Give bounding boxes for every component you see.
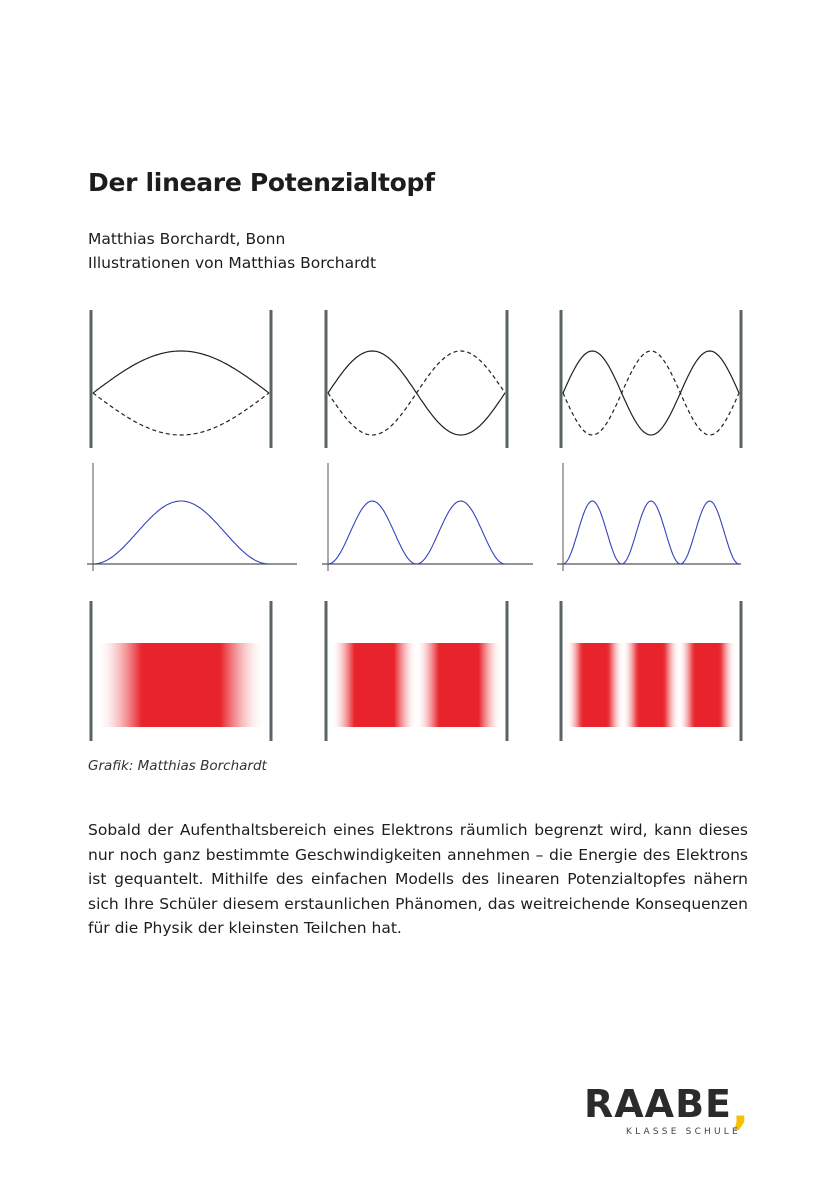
- wave-function-negative-n1: [93, 393, 269, 435]
- wave-function-n3: [563, 351, 739, 435]
- probability-curve-n1: [93, 501, 269, 564]
- probability-curve-n3: [563, 501, 739, 564]
- wave-function-negative-n3: [563, 351, 739, 435]
- wave-function-negative-n2: [328, 351, 505, 435]
- probability-density-band-n2: [332, 643, 501, 727]
- wave-function-n1: [93, 351, 269, 393]
- logo-comma: ,: [732, 1084, 749, 1135]
- intro-paragraph: Sobald der Aufenthaltsbereich eines Elektrons räumlich begrenzt wird, kann dieses nur noch ganz bestimmte Geschwindigkeiten annehmen – die Energie des Elektrons ist gequantelt. Mithilfe des einfachen Modells des linearen Potenzialtopfes nähern sich Ihre Schüler diesem erstaunlichen Phänomen, das weitreichende Konsequenzen für die Physik der kleinsten Teilchen hat.: [88, 821, 748, 937]
- author: Matthias Borchardt, Bonn: [88, 230, 286, 248]
- page-title: Der lineare Potenzialtopf: [88, 168, 435, 197]
- raabe-logo: [584, 1082, 754, 1146]
- probability-curve-n2: [328, 501, 505, 564]
- probability-density-band-n1: [97, 643, 265, 727]
- probability-density-band-n3: [567, 643, 735, 727]
- logo-tagline: KLASSE SCHULE: [626, 1127, 741, 1137]
- logo-wordmark: RAABE: [584, 1082, 733, 1126]
- illustrator: Illustrationen von Matthias Borchardt: [88, 254, 377, 272]
- figure-caption: Grafik: Matthias Borchardt: [88, 758, 267, 774]
